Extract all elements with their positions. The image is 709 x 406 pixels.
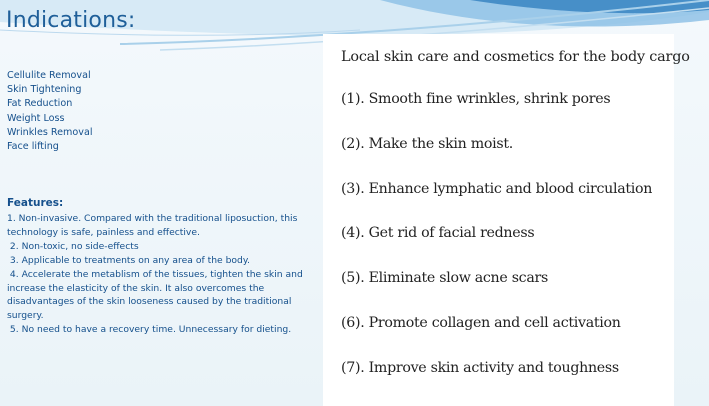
benefits-panel [323,34,690,406]
benefit-item: (3). Enhance lymphatic and blood circulation [341,180,653,197]
indications-list [7,69,93,154]
indication-item: Cellulite Removal [7,70,91,81]
benefits-list [341,91,652,405]
indication-item: Fat Reduction [7,98,73,110]
benefit-item: (2). Make the skin moist. [341,135,513,152]
page-title: Indications: [6,8,136,33]
benefit-item: (4). Get rid of facial redness [341,225,535,242]
benefit-item: (5). Eliminate slow acne scars [341,270,548,287]
feature-item: 4. Accelerate the metablism of the tissues, tighten the skin and increase the elasticity of the skin. It also overcomes the disadvantages of the skin looseness caused by the traditional surgery. [7,268,306,322]
indication-item: Wrinkles Removal [7,126,93,138]
feature-item: 5. No need to have a recovery time. Unnecessary for dieting. [7,324,292,336]
benefit-item: (7). Improve skin activity and toughness [341,359,619,376]
indication-item: Skin Tightening [7,84,82,96]
feature-item: 3. Applicable to treatments on any area of the body. [7,254,250,266]
benefit-item: (6). Promote collagen and cell activation [341,314,621,331]
features-section [7,196,317,337]
indication-item: Face lifting [7,141,59,153]
indication-item: Weight Loss [7,112,65,124]
feature-item: 2. Non-toxic, no side-effects [7,240,139,252]
benefit-item: (1). Smooth fine wrinkles, shrink pores [341,91,611,107]
features-heading: Features: [7,197,64,209]
panel-heading: Local skin care and cosmetics for the body cargo [341,49,690,65]
features-list [7,212,317,337]
feature-item: 1. Non-invasive. Compared with the traditional liposuction, this technology is safe, painless and effective. [7,213,301,238]
